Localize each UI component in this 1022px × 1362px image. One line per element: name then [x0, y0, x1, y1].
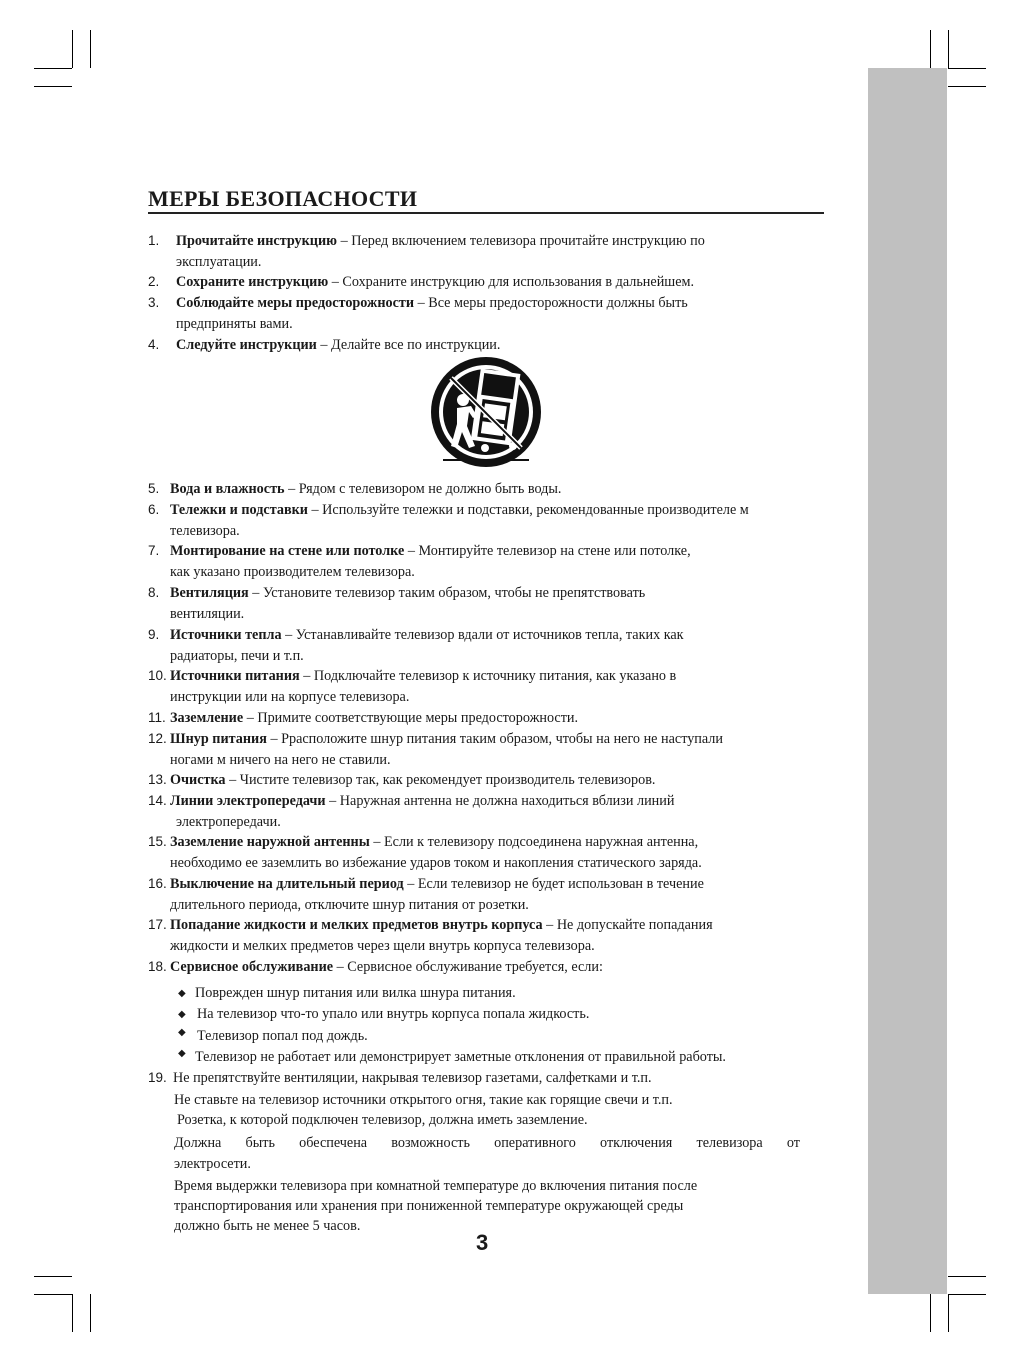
list-item [170, 625, 684, 646]
crop-mark [72, 1294, 73, 1332]
page-title: МЕРЫ БЕЗОПАСНОСТИ [148, 186, 418, 211]
item-term: Очистка [170, 772, 226, 788]
bullet-icon: ◆ [178, 1048, 186, 1059]
item-number: 5. [148, 481, 160, 496]
crop-mark [90, 1294, 91, 1332]
list-item: Не ставьте на телевизор источники открытого огня, такие как горящие свечи и т.п. [174, 1092, 673, 1108]
item-term: Источники питания [170, 668, 300, 684]
item-text: – Подключайте телевизор к источнику питания, как указано в [299, 668, 677, 684]
item-term: Заземление [170, 710, 244, 726]
item-term: Сервисное обслуживание [170, 959, 334, 975]
item-number: 16. [148, 876, 167, 891]
item-continuation: длительного периода, отключите шнур питания от розетки. [170, 897, 529, 913]
item-term: Заземление наружной антенны [170, 834, 370, 850]
crop-mark [34, 1276, 72, 1277]
item-term: Следуйте инструкции [176, 337, 317, 353]
crop-mark [948, 86, 986, 87]
list-item [170, 729, 723, 750]
list-item [170, 791, 674, 812]
item-text: – Рядом с телевизором не должно быть воды. [284, 481, 562, 497]
crop-mark [930, 30, 931, 68]
item-text: – Делайте все по инструкции. [316, 337, 501, 353]
item-continuation: телевизора. [170, 523, 240, 539]
item-term: Прочитайте инструкцию [176, 233, 338, 249]
item-text: – Чистите телевизор так, как рекомендует производитель телевизоров. [225, 772, 656, 788]
item-text: – Наружная антенна не должна находиться вблизи линий [325, 793, 675, 809]
list-item: должно быть не менее 5 часов. [174, 1218, 361, 1234]
item-number: 2. [148, 274, 160, 289]
item-number: 1. [148, 233, 160, 248]
item-term: Монтирование на стене или потолке [170, 543, 405, 559]
bullet-icon: ◆ [178, 1009, 186, 1020]
list-item [176, 272, 694, 293]
bullet-item: Телевизор не работает или демонстрирует заметные отклонения от правильной работы. [195, 1049, 726, 1065]
item-continuation: жидкости и мелких предметов через щели внутрь корпуса телевизора. [170, 938, 595, 954]
item-term: Сохраните инструкцию [176, 274, 329, 290]
title-underline [148, 212, 824, 214]
list-item [170, 479, 561, 500]
page-number: 3 [476, 1230, 489, 1255]
item-number: 15. [148, 834, 167, 849]
item-number: 9. [148, 627, 160, 642]
crop-mark [90, 30, 91, 68]
crop-mark [34, 68, 72, 69]
list-item [170, 500, 749, 521]
item-term: Источники тепла [170, 627, 282, 643]
list-item [176, 293, 688, 314]
item-term: Вода и влажность [170, 481, 285, 497]
item-number: 14. [148, 793, 167, 808]
item-continuation: предприняты вами. [176, 316, 293, 332]
item-term: Линии электропередачи [170, 793, 326, 809]
list-item [176, 231, 705, 252]
crop-mark [948, 1276, 986, 1277]
crop-mark [948, 1294, 949, 1332]
crop-mark [948, 30, 949, 68]
item-term: Выключение на длительный период [170, 876, 404, 892]
item-number: 8. [148, 585, 160, 600]
item-text: – Не допускайте попадания [542, 917, 713, 933]
item-text: – Используйте тележки и подставки, рекомендованные производителе м [307, 502, 749, 518]
list-item: электросети. [174, 1156, 251, 1172]
list-item [170, 708, 578, 729]
list-item [170, 915, 713, 936]
crop-mark [72, 30, 73, 68]
gray-side-tab [868, 68, 947, 1294]
item-text: – Сервисное обслуживание требуется, если: [333, 959, 603, 975]
justified-line: Должна быть обеспечена возможность оперативного отключения телевизора от [174, 1135, 800, 1151]
item-continuation: вентиляции. [170, 606, 245, 622]
item-text: – Перед включением телевизора прочитайте инструкцию по [337, 233, 705, 249]
item-term: Тележки и подставки [170, 502, 308, 518]
crop-mark [34, 1294, 72, 1295]
item-term: Соблюдайте меры предосторожности [176, 295, 415, 311]
bullet-item: Телевизор попал под дождь. [197, 1028, 368, 1044]
item-number: 3. [148, 295, 160, 310]
item-term: Вентиляция [170, 585, 249, 601]
item-number: 13. [148, 772, 167, 787]
bullet-item: На телевизор что-то упало или внутрь корпуса попала жидкость. [197, 1006, 590, 1022]
item-number: 10. [148, 668, 167, 683]
item-text: – Устанавливайте телевизор вдали от источников тепла, таких как [281, 627, 684, 643]
list-item: Время выдержки телевизора при комнатной температуре до включения питания после [174, 1178, 698, 1194]
item-number: 19. [148, 1070, 167, 1085]
list-item [170, 666, 676, 687]
item-continuation: эксплуатации. [176, 254, 262, 270]
bullet-item: Поврежден шнур питания или вилка шнура питания. [195, 985, 516, 1001]
bullet-icon: ◆ [178, 1027, 186, 1038]
item-continuation: электропередачи. [176, 814, 281, 830]
list-item [170, 583, 645, 604]
crop-mark [930, 1294, 931, 1332]
item-term: Шнур питания [170, 731, 267, 747]
item-number: 18. [148, 959, 167, 974]
list-item [170, 832, 698, 853]
item-continuation: как указано производителем телевизора. [170, 564, 415, 580]
item-text: – Если к телевизору подсоединена наружная антенна, [369, 834, 699, 850]
crop-mark [948, 1294, 986, 1295]
item-text: – Монтируйте телевизор на стене или потолке, [404, 543, 691, 559]
item-text: – Примите соответствующие меры предосторожности. [243, 710, 579, 726]
list-item [170, 874, 704, 895]
list-item [170, 541, 691, 562]
list-item: Не препятствуйте вентиляции, накрывая телевизор газетами, салфетками и т.п. [173, 1070, 652, 1086]
item-text: – Ррасположите шнур питания таким образом, чтобы на него не наступали [266, 731, 723, 747]
list-item: Розетка, к которой подключен телевизор, должна иметь заземление. [177, 1112, 588, 1128]
list-item [170, 957, 603, 978]
item-text: – Если телевизор не будет использован в течение [403, 876, 704, 892]
bullet-icon: ◆ [178, 988, 186, 999]
item-continuation: радиаторы, печи и т.п. [170, 648, 304, 664]
list-item [170, 770, 655, 791]
item-continuation: инструкции или на корпусе телевизора. [170, 689, 410, 705]
list-item: транспортирования или хранения при пониженной температуре окружающей среды [174, 1198, 684, 1214]
item-number: 11. [148, 710, 166, 725]
item-text: – Установите телевизор таким образом, чтобы не препятствовать [248, 585, 646, 601]
item-number: 6. [148, 502, 160, 517]
crop-mark [948, 68, 986, 69]
item-continuation: необходимо ее заземлить во избежание ударов током и накопления статического заряда. [170, 855, 702, 871]
item-number: 4. [148, 337, 160, 352]
item-text: – Сохраните инструкцию для использования в дальнейшем. [328, 274, 695, 290]
item-number: 17. [148, 917, 167, 932]
item-number: 7. [148, 543, 160, 558]
item-text: – Все меры предосторожности должны быть [414, 295, 688, 311]
item-continuation: ногами м ничего на него не ставили. [170, 752, 391, 768]
crop-mark [34, 86, 72, 87]
list-item [176, 335, 500, 356]
item-term: Попадание жидкости и мелких предметов внутрь корпуса [170, 917, 543, 933]
item-number: 12. [148, 731, 167, 746]
cart-tip-over-warning-icon [429, 356, 543, 468]
